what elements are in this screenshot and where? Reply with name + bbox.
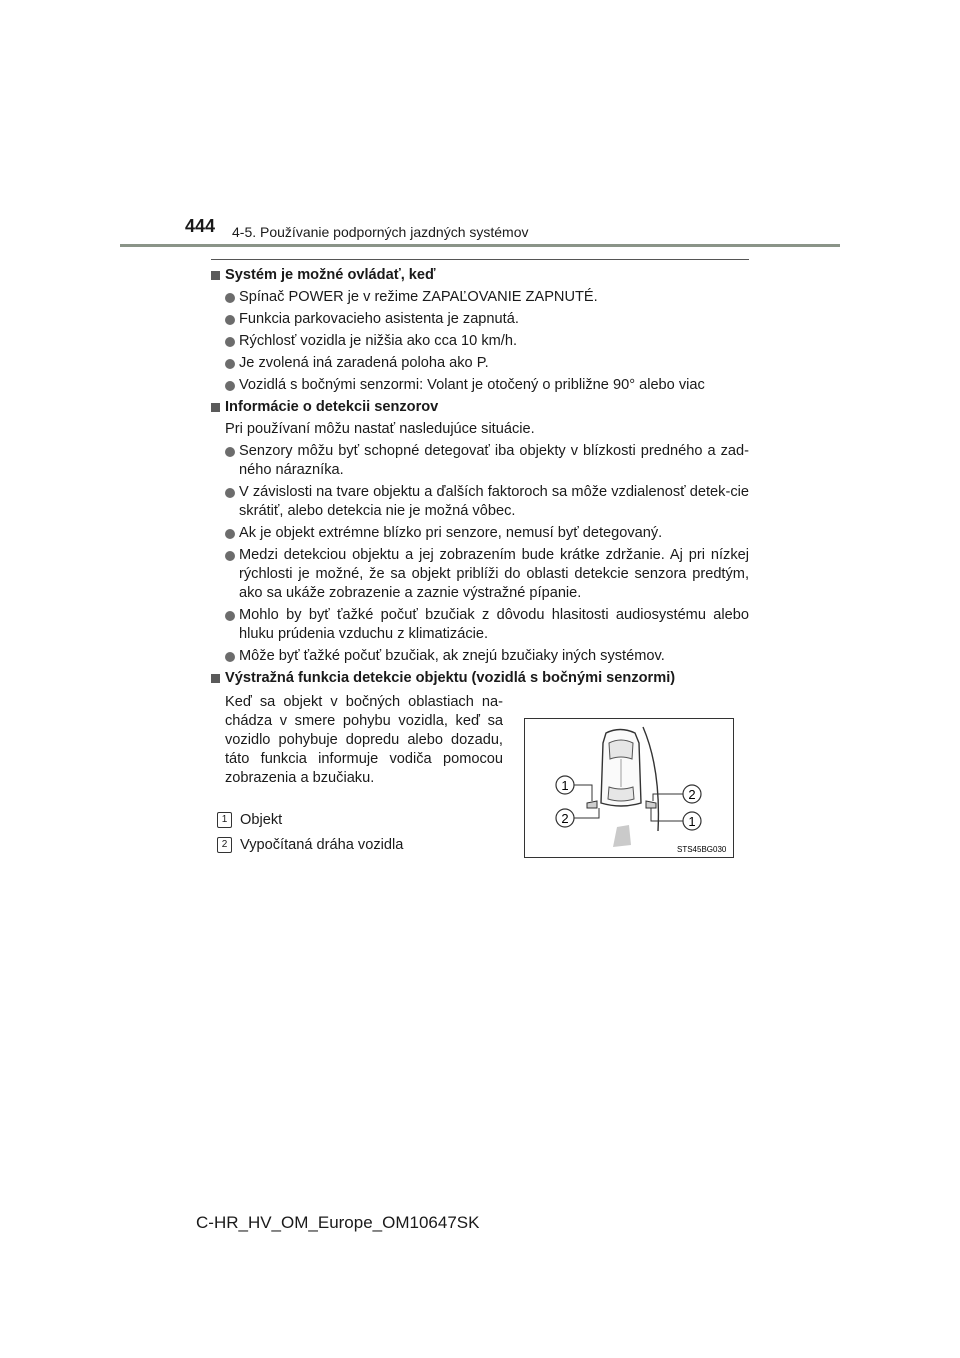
legend-number: 1 bbox=[217, 812, 232, 828]
warning-block bbox=[211, 691, 749, 861]
content-rule bbox=[211, 259, 749, 260]
car-rear-window bbox=[608, 787, 634, 801]
legend-number: 2 bbox=[217, 837, 232, 853]
car-windshield bbox=[609, 740, 633, 759]
warning-text: Keď sa objekt v bočných oblastiach na-chádza v smere pohybu vozidla, keď sa vozidlo pohybuje dopredu alebo dozadu, táto funkcia informuje vodiča pomocou zobrazenia a bzučiaku. bbox=[225, 694, 503, 786]
info-bullet: Môže byť ťažké počuť bzučiak, ak znejú bzučiaky iných systémov. bbox=[211, 647, 749, 666]
sensor-illustration bbox=[524, 718, 734, 858]
car-diagram bbox=[525, 719, 733, 857]
operation-bullet: Rýchlosť vozidla je nižšia ako cca 10 km/h. bbox=[211, 332, 749, 351]
page-content bbox=[211, 266, 749, 861]
leader-line bbox=[574, 808, 599, 818]
info-bullet: V závislosti na tvare objektu a ďalších faktoroch sa môže vzdialenosť detek-cie skrátiť, alebo detekcia nie je možná vôbec. bbox=[211, 483, 749, 521]
callout-label: 2 bbox=[561, 811, 569, 826]
page-number: 444 bbox=[185, 216, 216, 236]
section-title: 4-5. Používanie podporných jazdných systémov bbox=[232, 224, 529, 240]
leader-line bbox=[651, 808, 683, 821]
legend-item-object bbox=[217, 810, 282, 830]
footer-doc-id: C-HR_HV_OM_Europe_OM10647SK bbox=[196, 1213, 480, 1232]
legend-label: Vypočítaná dráha vozidla bbox=[240, 836, 404, 853]
figure-code: STS45BG030 bbox=[677, 845, 727, 854]
leader-line bbox=[574, 785, 592, 801]
info-bullet: Mohlo by byť ťažké počuť bzučiak z dôvodu hlasitosti audiosystému alebo hluku prúdenia vzduchu z klimatizácie. bbox=[211, 606, 749, 644]
info-bullet: Senzory môžu byť schopné detegovať iba objekty v blízkosti predného a zad-ného nárazníka. bbox=[211, 442, 749, 480]
operation-bullet: Spínač POWER je v režime ZAPAĽOVANIE ZAPNUTÉ. bbox=[211, 288, 749, 307]
info-bullet: Ak je objekt extrémne blízko pri senzore, nemusí byť detegovaný. bbox=[211, 524, 749, 543]
info-bullet: Medzi detekciou objektu a jej zobrazením bude krátke zdržanie. Aj pri nízkej rýchlosti je možné, že sa objekt priblíži do oblasti detekcie senzora predtým, ako sa ukáže zobrazenie a zaznie výstražné pípanie. bbox=[211, 546, 749, 603]
warning-heading: Výstražná funkcia detekcie objektu (vozidlá s bočnými senzormi) bbox=[211, 669, 749, 688]
object-marker-right bbox=[646, 801, 656, 808]
operation-bullet: Je zvolená iná zaradená poloha ako P. bbox=[211, 354, 749, 373]
object-marker-left bbox=[587, 801, 597, 808]
operation-bullet: Funkcia parkovacieho asistenta je zapnutá. bbox=[211, 310, 749, 329]
operation-bullet: Vozidlá s bočnými senzormi: Volant je otočený o približne 90° alebo viac bbox=[211, 376, 749, 395]
info-heading: Informácie o detekcii senzorov bbox=[211, 398, 749, 417]
callout-label: 2 bbox=[688, 787, 696, 802]
legend-item-path bbox=[217, 835, 403, 855]
callout-label: 1 bbox=[561, 778, 569, 793]
operation-heading: Systém je možné ovládať, keď bbox=[211, 266, 749, 285]
callout-label: 1 bbox=[688, 814, 696, 829]
legend-label: Objekt bbox=[240, 811, 283, 828]
info-intro: Pri používaní môžu nastať nasledujúce situácie. bbox=[225, 421, 535, 437]
header-rule bbox=[120, 244, 840, 247]
detection-area bbox=[613, 825, 631, 847]
